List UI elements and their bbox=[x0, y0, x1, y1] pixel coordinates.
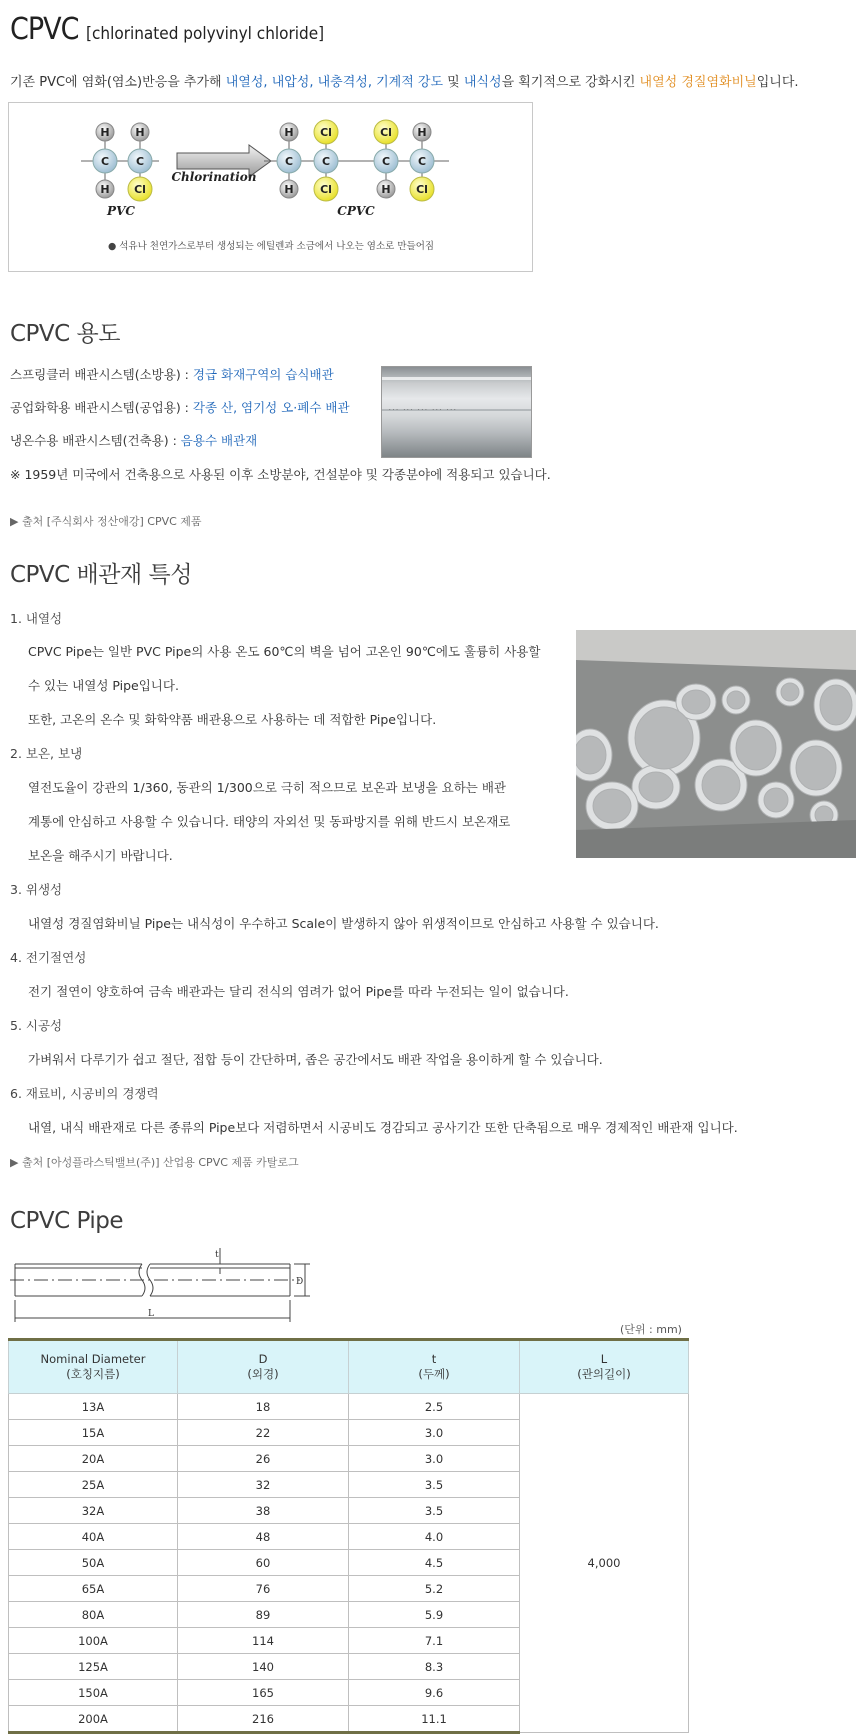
pipe-spec-table bbox=[8, 1338, 689, 1734]
pvc-molecule bbox=[81, 123, 159, 218]
feature-title: 1. 내열성 bbox=[10, 611, 63, 626]
header-t: t (두께) bbox=[349, 1340, 520, 1394]
header-nominal-diameter: Nominal Diameter (호칭지름) bbox=[9, 1340, 178, 1394]
feature-text: 전기 절연이 양호하여 금속 배관과는 달리 전식의 염려가 없어 Pipe를 따라 누전되는 일이 없습니다. bbox=[28, 984, 569, 999]
title-main: CPVC bbox=[10, 12, 79, 47]
feature-title: 3. 위생성 bbox=[10, 882, 63, 897]
molecule-drawing bbox=[9, 103, 532, 271]
use-item bbox=[10, 365, 334, 383]
pipe-stack-photo bbox=[576, 630, 856, 858]
svg-text:Cl: Cl bbox=[416, 183, 428, 196]
svg-text:H: H bbox=[381, 183, 391, 196]
svg-text:Cl: Cl bbox=[320, 126, 332, 139]
svg-text:C: C bbox=[321, 155, 331, 168]
table-row: 15A 22 3.0 bbox=[9, 1420, 689, 1446]
feature-text: 내열성 경질염화비닐 Pipe는 내식성이 우수하고 Scale이 발생하지 않아 위생적이므로 안심하고 사용할 수 있습니다. bbox=[28, 916, 659, 931]
svg-text:H: H bbox=[284, 183, 294, 196]
table-row: 150A 165 9.6 bbox=[9, 1680, 689, 1706]
header-d: D (외경) bbox=[178, 1340, 349, 1394]
svg-text:H: H bbox=[284, 126, 294, 139]
page-title bbox=[10, 12, 324, 47]
pipe-photo bbox=[381, 366, 532, 458]
title-subtitle: [chlorinated polyvinyl chloride] bbox=[86, 24, 325, 44]
feature-text: 계통에 안심하고 사용할 수 있습니다. 태양의 자외선 및 동파방지를 위해 반드시 보온재로 bbox=[28, 814, 511, 829]
diagram-note: ● 석유나 천연가스로부터 생성되는 에틸렌과 소금에서 나오는 염소로 만들어짐 bbox=[107, 241, 435, 252]
svg-text:C: C bbox=[135, 155, 145, 168]
arrow-label: Chlorination bbox=[171, 170, 257, 184]
use-value: 각종 산, 염기성 오·폐수 배관 bbox=[192, 400, 350, 415]
use-label: 스프링클러 배관시스템(소방용) : bbox=[10, 367, 193, 382]
table-row: 20A 26 3.0 bbox=[9, 1446, 689, 1472]
svg-text:Cl: Cl bbox=[134, 183, 146, 196]
use-item bbox=[10, 431, 257, 449]
cpvc-label: CPVC bbox=[337, 204, 375, 218]
intro-part: 을 획기적으로 강화시킨 bbox=[501, 75, 640, 90]
svg-text:t: t bbox=[215, 1250, 219, 1260]
arrow-icon bbox=[171, 145, 271, 184]
svg-text:Cl: Cl bbox=[380, 126, 392, 139]
svg-text:C: C bbox=[417, 155, 427, 168]
chlorination-diagram bbox=[8, 102, 533, 272]
table-row: 100A 114 7.1 bbox=[9, 1628, 689, 1654]
intro-text bbox=[10, 71, 799, 90]
feature-title: 2. 보온, 보냉 bbox=[10, 746, 83, 761]
pipe-dimension-drawing bbox=[10, 1244, 310, 1324]
svg-text:... ... ... ... ...: ... ... ... ... ... bbox=[388, 405, 457, 412]
use-value: 경급 화재구역의 습식배관 bbox=[192, 367, 334, 382]
intro-part: 입니다. bbox=[756, 75, 799, 90]
table-row: 25A 32 3.5 bbox=[9, 1472, 689, 1498]
feature-text: 열전도율이 강관의 1/360, 동관의 1/300으로 극히 적으므로 보온과 보냉을 요하는 배관 bbox=[28, 780, 507, 795]
svg-text:H: H bbox=[417, 126, 427, 139]
table-row: 32A 38 3.5 bbox=[9, 1498, 689, 1524]
length-cell: 4,000 bbox=[520, 1394, 689, 1733]
header-l: L (관의길이) bbox=[520, 1340, 689, 1394]
use-value: 음용수 배관재 bbox=[180, 433, 258, 448]
unit-label: (단위 : mm) bbox=[620, 1323, 682, 1336]
table-header-row bbox=[9, 1340, 689, 1394]
feature-title: 4. 전기절연성 bbox=[10, 950, 87, 965]
uses-heading: CPVC 용도 bbox=[10, 321, 120, 347]
svg-text:Cl: Cl bbox=[320, 183, 332, 196]
intro-part: 기존 PVC에 염화(염소)반응을 추가해 bbox=[10, 75, 226, 90]
table-row: 125A 140 8.3 bbox=[9, 1654, 689, 1680]
feature-text: 가벼워서 다루기가 쉽고 절단, 접합 등이 간단하며, 좁은 공간에서도 배관 작업을 용이하게 할 수 있습니다. bbox=[28, 1052, 603, 1067]
table-row: 40A 48 4.0 bbox=[9, 1524, 689, 1550]
feature-text: 또한, 고온의 온수 및 화학약품 배관용으로 사용하는 데 적합한 Pipe입니다. bbox=[28, 712, 437, 727]
use-label: 공업화학용 배관시스템(공업용) : bbox=[10, 400, 193, 415]
features-heading: CPVC 배관재 특성 bbox=[10, 562, 192, 588]
table-row: 50A 60 4.5 bbox=[9, 1550, 689, 1576]
svg-text:D: D bbox=[296, 1277, 304, 1287]
intro-part: 및 bbox=[443, 75, 464, 90]
feature-text: 보온을 해주시기 바랍니다. bbox=[28, 848, 173, 863]
uses-note: ※ 1959년 미국에서 건축용으로 사용된 이후 소방분야, 건설분야 및 각종분야에 적용되고 있습니다. bbox=[10, 467, 551, 482]
use-item bbox=[10, 398, 350, 416]
table-row: 65A 76 5.2 bbox=[9, 1576, 689, 1602]
table-row: 80A 89 5.9 bbox=[9, 1602, 689, 1628]
use-label: 냉온수용 배관시스템(건축용) : bbox=[10, 433, 181, 448]
pvc-label: PVC bbox=[107, 204, 135, 218]
table-row: 200A 216 11.1 bbox=[9, 1706, 689, 1733]
svg-text:C: C bbox=[381, 155, 391, 168]
feature-title: 5. 시공성 bbox=[10, 1018, 63, 1033]
feature-text: 수 있는 내열성 Pipe입니다. bbox=[28, 678, 179, 693]
feature-text: 내열, 내식 배관재로 다른 종류의 Pipe보다 저렴하면서 시공비도 경감되고 공사기간 또한 단축됨으로 매우 경제적인 배관재 입니다. bbox=[28, 1120, 738, 1135]
svg-text:C: C bbox=[100, 155, 110, 168]
intro-highlight: 내식성 bbox=[463, 75, 502, 90]
svg-text:H: H bbox=[100, 183, 110, 196]
intro-highlight-orange: 내열성 경질염화비닐 bbox=[639, 75, 757, 90]
uses-source: ▶ 출처 [주식회사 정산애강] CPVC 제품 bbox=[10, 515, 202, 528]
svg-text:C: C bbox=[284, 155, 294, 168]
feature-title: 6. 재료비, 시공비의 경쟁력 bbox=[10, 1086, 159, 1101]
svg-text:L: L bbox=[148, 1309, 154, 1319]
table-row: 13A 18 2.5 4,000 bbox=[9, 1394, 689, 1420]
svg-text:H: H bbox=[135, 126, 145, 139]
cpvc-molecule bbox=[264, 120, 449, 218]
features-source: ▶ 출처 [아성플라스틱밸브(주)] 산업용 CPVC 제품 카탈로그 bbox=[10, 1156, 299, 1169]
intro-highlight: 내열성, 내압성, 내충격성, 기계적 강도 bbox=[225, 75, 444, 90]
pipe-heading: CPVC Pipe bbox=[10, 1208, 124, 1234]
svg-text:H: H bbox=[100, 126, 110, 139]
feature-text: CPVC Pipe는 일반 PVC Pipe의 사용 온도 60℃의 벽을 넘어 고온인 90℃에도 훌륭히 사용할 bbox=[28, 644, 541, 659]
